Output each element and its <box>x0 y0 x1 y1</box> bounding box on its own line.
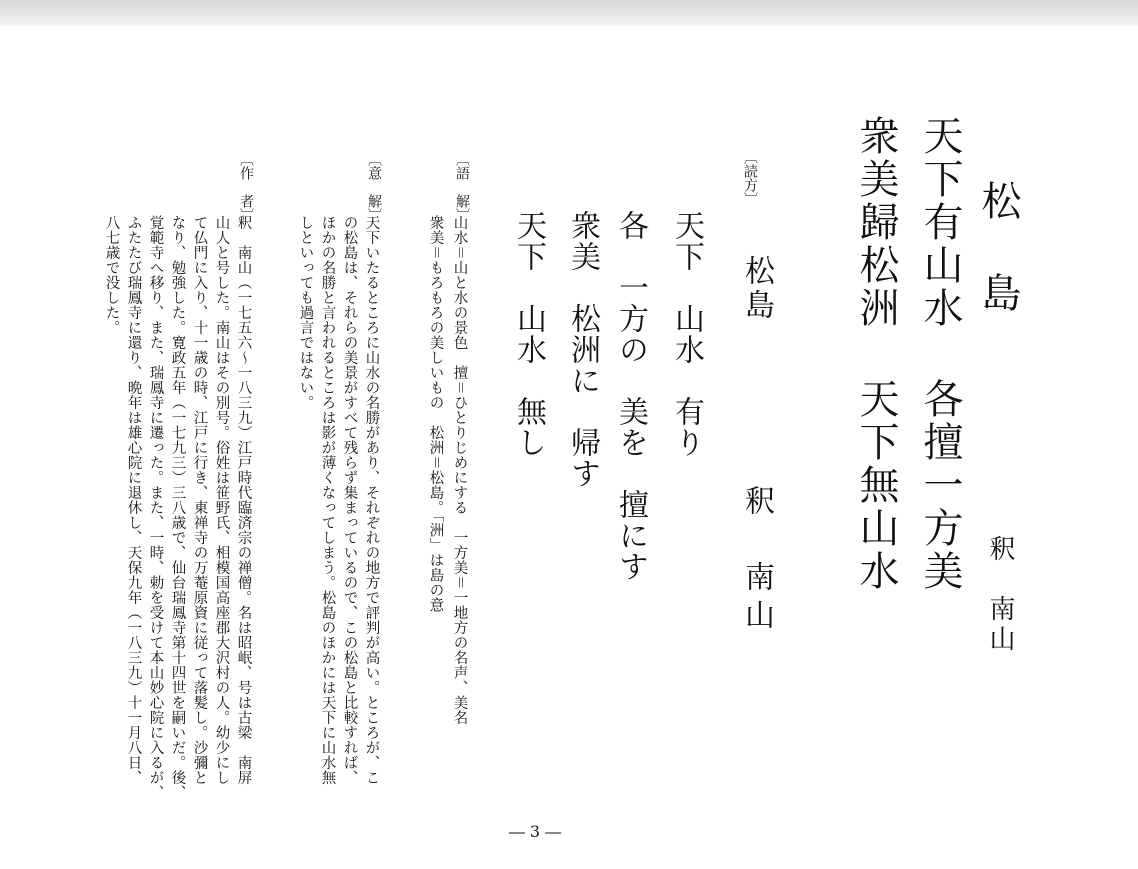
author-bio-line-1: 釈 南山（一七五六〜一八三九）江戸時代臨済宗の禅僧。名は昭岷、号は古梁 南屏 <box>235 215 252 785</box>
meaning-label: 〔意 解〕 <box>366 152 382 222</box>
meaning-line-1: 天下いたるところに山水の名勝があり、それぞれの地方で評判が高い。ところが、こ <box>363 215 380 785</box>
reading-line-3: 衆美 松洲に 帰す <box>565 210 600 489</box>
reading-line-1: 天下 山水 有り <box>669 210 704 458</box>
poem-line-1 <box>912 115 969 593</box>
meaning-line-2: の松島は、それらの美景がすべて残らず集まっているので、この松島と比較すれば、 <box>341 215 358 785</box>
poem-author: 釈 南山 <box>985 535 1015 655</box>
poem-line-2a: 衆美歸松洲 <box>853 115 899 330</box>
reading-author: 釈 南山 <box>739 485 774 637</box>
author-bio-line-2: 山人と号した。南山はその別号。俗姓は笹野氏、相模国高座郡大沢村の人。幼少にし <box>213 215 230 785</box>
reading-line-2: 各 一方の 美を 擅にす <box>613 210 648 582</box>
glossary-label: 〔語 解〕 <box>454 152 470 222</box>
poem-line-1b: 各擅一方美 <box>917 378 963 593</box>
author-bio-line-3: て仏門に入り、十一歳の時、江戸に行き、東禅寺の万菴原資に従って落髪し。沙彌と <box>191 215 208 785</box>
meaning-line-4: しといっても過言ではない。 <box>297 215 314 410</box>
reading-label: 〔読方〕 <box>742 150 758 206</box>
glossary-line-1: 山水＝山と水の景色 擅＝ひとりじめにする 一方美＝一地方の名声、美名 <box>451 215 468 725</box>
meaning-line-3: ほかの名勝と言われるところは影が薄くなってしまう。松島のほかには天下に山水無 <box>319 215 336 785</box>
author-bio-line-5: 覚範寺へ移り、また、瑞鳳寺に遷った。また、一時、勅を受けて本山妙心院に入るが、 <box>147 215 164 800</box>
author-bio-line-7: 八七歳で没した。 <box>103 215 120 335</box>
poem-line-2 <box>848 115 905 593</box>
author-bio-label: 〔作 者〕 <box>238 152 254 222</box>
scan-top-edge <box>0 0 1138 26</box>
poem-line-1a: 天下有山水 <box>917 115 963 330</box>
reading-title: 松島 <box>739 255 774 323</box>
reading-line-4: 天下 山水 無し <box>511 210 546 458</box>
poem-line-2b: 天下無山水 <box>853 378 899 593</box>
author-bio-line-6: ふたたび瑞鳳寺に還り、晩年は雄心院に退休し、天保九年（一八三九）十一月八日、 <box>125 215 142 785</box>
page-number: ― 3 ― <box>508 822 562 841</box>
poem-title: 松 島 <box>975 180 1021 318</box>
glossary-line-2: 衆美＝もろもろの美しいもの 松洲＝松島。「洲」は島の意 <box>427 215 444 613</box>
author-bio-line-4: なり、勉強した。寛政五年（一七九三）三八歳で、仙台瑞鳳寺第十四世を嗣いだ。後、 <box>169 215 186 800</box>
